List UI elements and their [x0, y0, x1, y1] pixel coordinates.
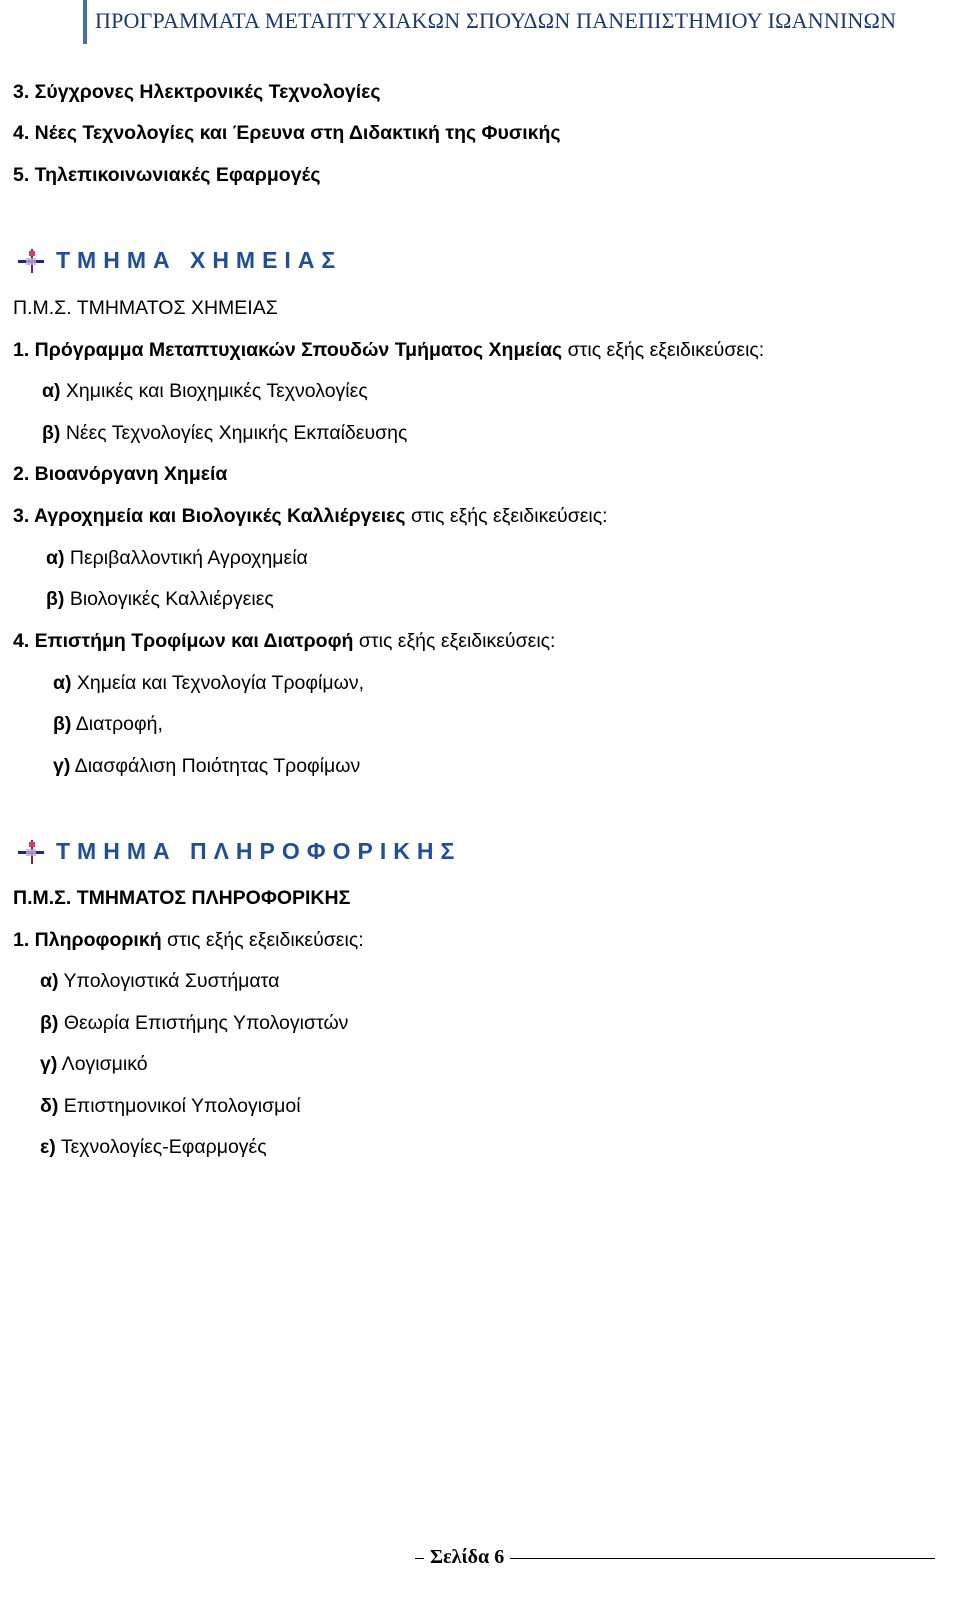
- specialization-item: β) Βιολογικές Καλλιέργειες: [46, 588, 274, 610]
- list-item: 3. Σύγχρονες Ηλεκτρονικές Τεχνολογίες: [13, 81, 381, 103]
- specialization-item: γ) Διασφάλιση Ποιότητας Τροφίμων: [53, 755, 361, 777]
- page-number: Σελίδα 6: [424, 1546, 510, 1569]
- specialization-item: α) Χημικές και Βιοχημικές Τεχνολογίες: [42, 380, 368, 402]
- list-item: 5. Τηλεπικοινωνιακές Εφαρμογές: [13, 164, 321, 186]
- specialization-item: α) Υπολογιστικά Συστήματα: [40, 970, 280, 992]
- program-item: 2. Βιοανόργανη Χημεία: [13, 463, 228, 485]
- section-heading-text: ΤΜΗΜΑ ΧΗΜΕΙΑΣ: [56, 247, 343, 273]
- program-item: 3. Αγροχημεία και Βιολογικές Καλλιέργειες στις εξής εξειδικεύσεις:: [13, 505, 608, 527]
- section-heading-text: ΤΜΗΜΑ ΠΛΗΡΟΦΟΡΙΚΗΣ: [56, 838, 462, 864]
- program-item: 1. Πληροφορική στις εξής εξειδικεύσεις:: [13, 929, 364, 951]
- header-title: ΠΡΟΓΡΑΜΜΑΤΑ ΜΕΤΑΠΤΥΧΙΑΚΩΝ ΣΠΟΥΔΩΝ ΠΑΝΕΠΙΣΤΗΜΙΟΥ ΙΩΑΝΝΙΝΩΝ: [95, 8, 897, 33]
- specialization-item: γ) Λογισμικό: [40, 1053, 148, 1075]
- program-item: 1. Πρόγραμμα Μεταπτυχιακών Σπουδών Τμήματος Χημείας στις εξής εξειδικεύσεις:: [13, 339, 765, 361]
- program-item: 4. Επιστήμη Τροφίμων και Διατροφή στις εξής εξειδικεύσεις:: [13, 630, 556, 652]
- arrow-bullet-icon: [18, 249, 44, 273]
- specialization-item: ε) Τεχνολογίες-Εφαρμογές: [40, 1136, 267, 1158]
- specialization-item: δ) Επιστημονικοί Υπολογισμοί: [40, 1095, 301, 1117]
- specialization-item: β) Διατροφή,: [53, 713, 163, 735]
- running-header: [83, 0, 927, 44]
- arrow-bullet-icon: [18, 840, 44, 864]
- pms-title: Π.Μ.Σ. ΤΜΗΜΑΤΟΣ ΠΛΗΡΟΦΟΡΙΚΗΣ: [13, 887, 351, 909]
- specialization-item: β) Νέες Τεχνολογίες Χημικής Εκπαίδευσης: [42, 422, 408, 444]
- list-item: 4. Νέες Τεχνολογίες και Έρευνα στη Διδακτική της Φυσικής: [13, 122, 561, 144]
- pms-title: Π.Μ.Σ. ΤΜΗΜΑΤΟΣ ΧΗΜΕΙΑΣ: [13, 297, 278, 319]
- specialization-item: α) Περιβαλλοντική Αγροχημεία: [46, 547, 308, 569]
- specialization-item: α) Χημεία και Τεχνολογία Τροφίμων,: [53, 672, 364, 694]
- specialization-item: β) Θεωρία Επιστήμης Υπολογιστών: [40, 1012, 349, 1034]
